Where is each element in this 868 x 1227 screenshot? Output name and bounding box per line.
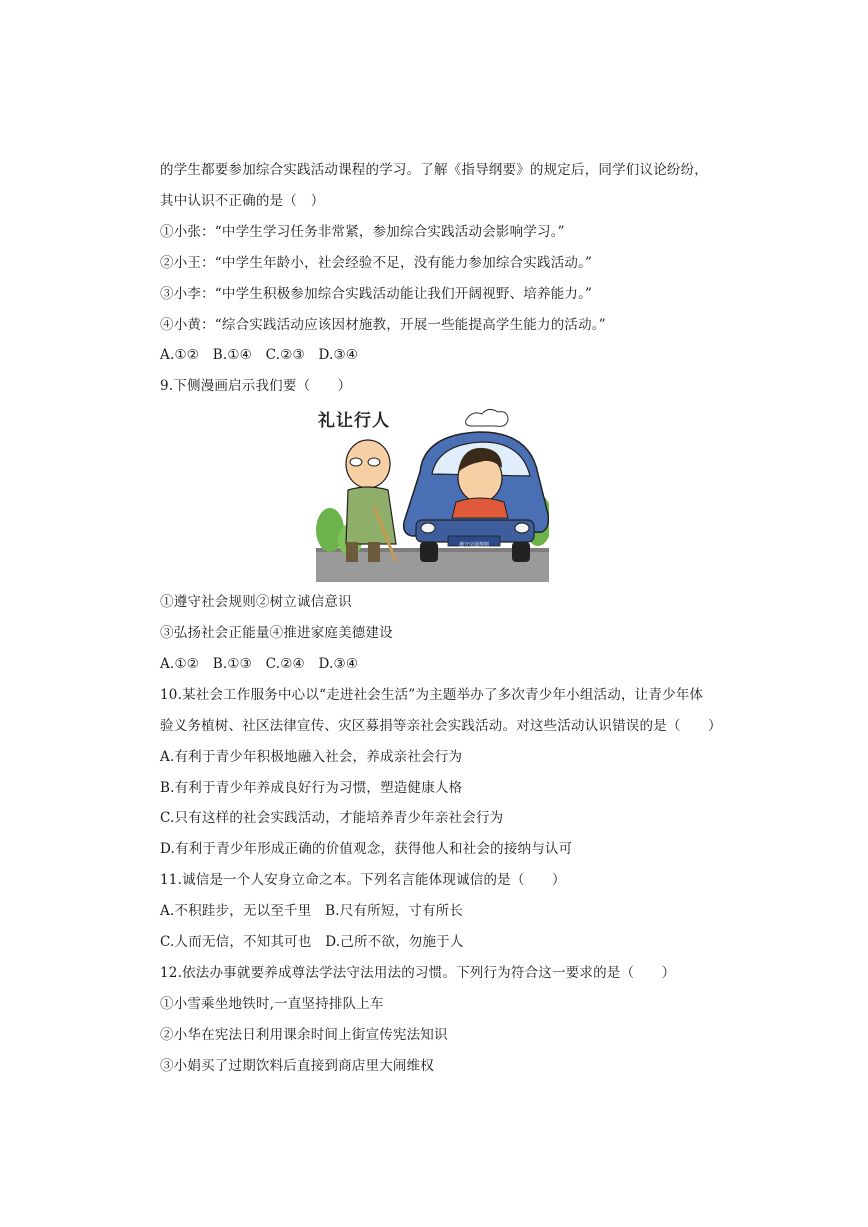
text-line: 其中认识不正确的是（ ）: [160, 193, 325, 209]
text-line: ④小黄：“综合实践活动应该因材施教，开展一些能提高学生能力的活动。”: [160, 317, 606, 333]
text-line: ③小李：“中学生积极参加综合实践活动能让我们开阔视野、培养能力。”: [160, 286, 593, 302]
question-9: 9.下侧漫画启示我们要（ ）: [160, 378, 352, 394]
question-11: 11.诚信是一个人安身立命之本。下列名言能体现诚信的是（ ）: [160, 872, 566, 888]
text-line: ③小娟买了过期饮料后直接到商店里大闹维权: [160, 1058, 434, 1074]
answer-options: A.①② B.①③ C.②④ D.③④: [160, 656, 359, 672]
cartoon-title: 礼让行人: [318, 411, 390, 431]
license-plate-text: 遵守交通规则: [458, 542, 489, 548]
text-line: ③弘扬社会正能量④推进家庭美德建设: [160, 625, 393, 641]
answer-options: A.①② B.①④ C.②③ D.③④: [160, 347, 359, 363]
text-line: ①小张：“中学生学习任务非常紧，参加综合实践活动会影响学习。”: [160, 224, 565, 240]
text-line: 的学生都要参加综合实践活动课程的学习。了解《指导纲要》的规定后，同学们议论纷纷，: [160, 162, 708, 178]
text-line: ①遵守社会规则②树立诚信意识: [160, 594, 352, 610]
text-line: 验义务植树、社区法律宣传、灾区募捐等亲社会实践活动。对这些活动认识错误的是（ ）: [160, 718, 722, 734]
cartoon-image: [316, 402, 549, 582]
text-line: ②小王：“中学生年龄小，社会经验不足，没有能力参加综合实践活动。”: [160, 255, 593, 271]
question-12: 12.依法办事就要养成尊法学法守法用法的习惯。下列行为符合这一要求的是（ ）: [160, 965, 676, 981]
answer-options: C.人而无信，不知其可也 D.己所不欲，勿施于人: [160, 934, 464, 950]
answer-options: A.不积跬步，无以至千里 B.尺有所短，寸有所长: [160, 903, 464, 919]
option-c: C.只有这样的社会实践活动，才能培养青少年亲社会行为: [160, 810, 504, 826]
option-d: D.有利于青少年形成正确的价值观念，获得他人和社会的接纳与认可: [160, 841, 573, 857]
question-10: 10.某社会工作服务中心以“走进社会生活”为主题举办了多次青少年小组活动，让青少年体: [160, 687, 704, 703]
text-line: ②小华在宪法日利用课余时间上街宣传宪法知识: [160, 1027, 448, 1043]
option-b: B.有利于青少年养成良好行为习惯，塑造健康人格: [160, 780, 463, 796]
text-line: ①小雪乘坐地铁时,一直坚持排队上车: [160, 996, 384, 1012]
option-a: A.有利于青少年积极地融入社会，养成亲社会行为: [160, 749, 463, 765]
